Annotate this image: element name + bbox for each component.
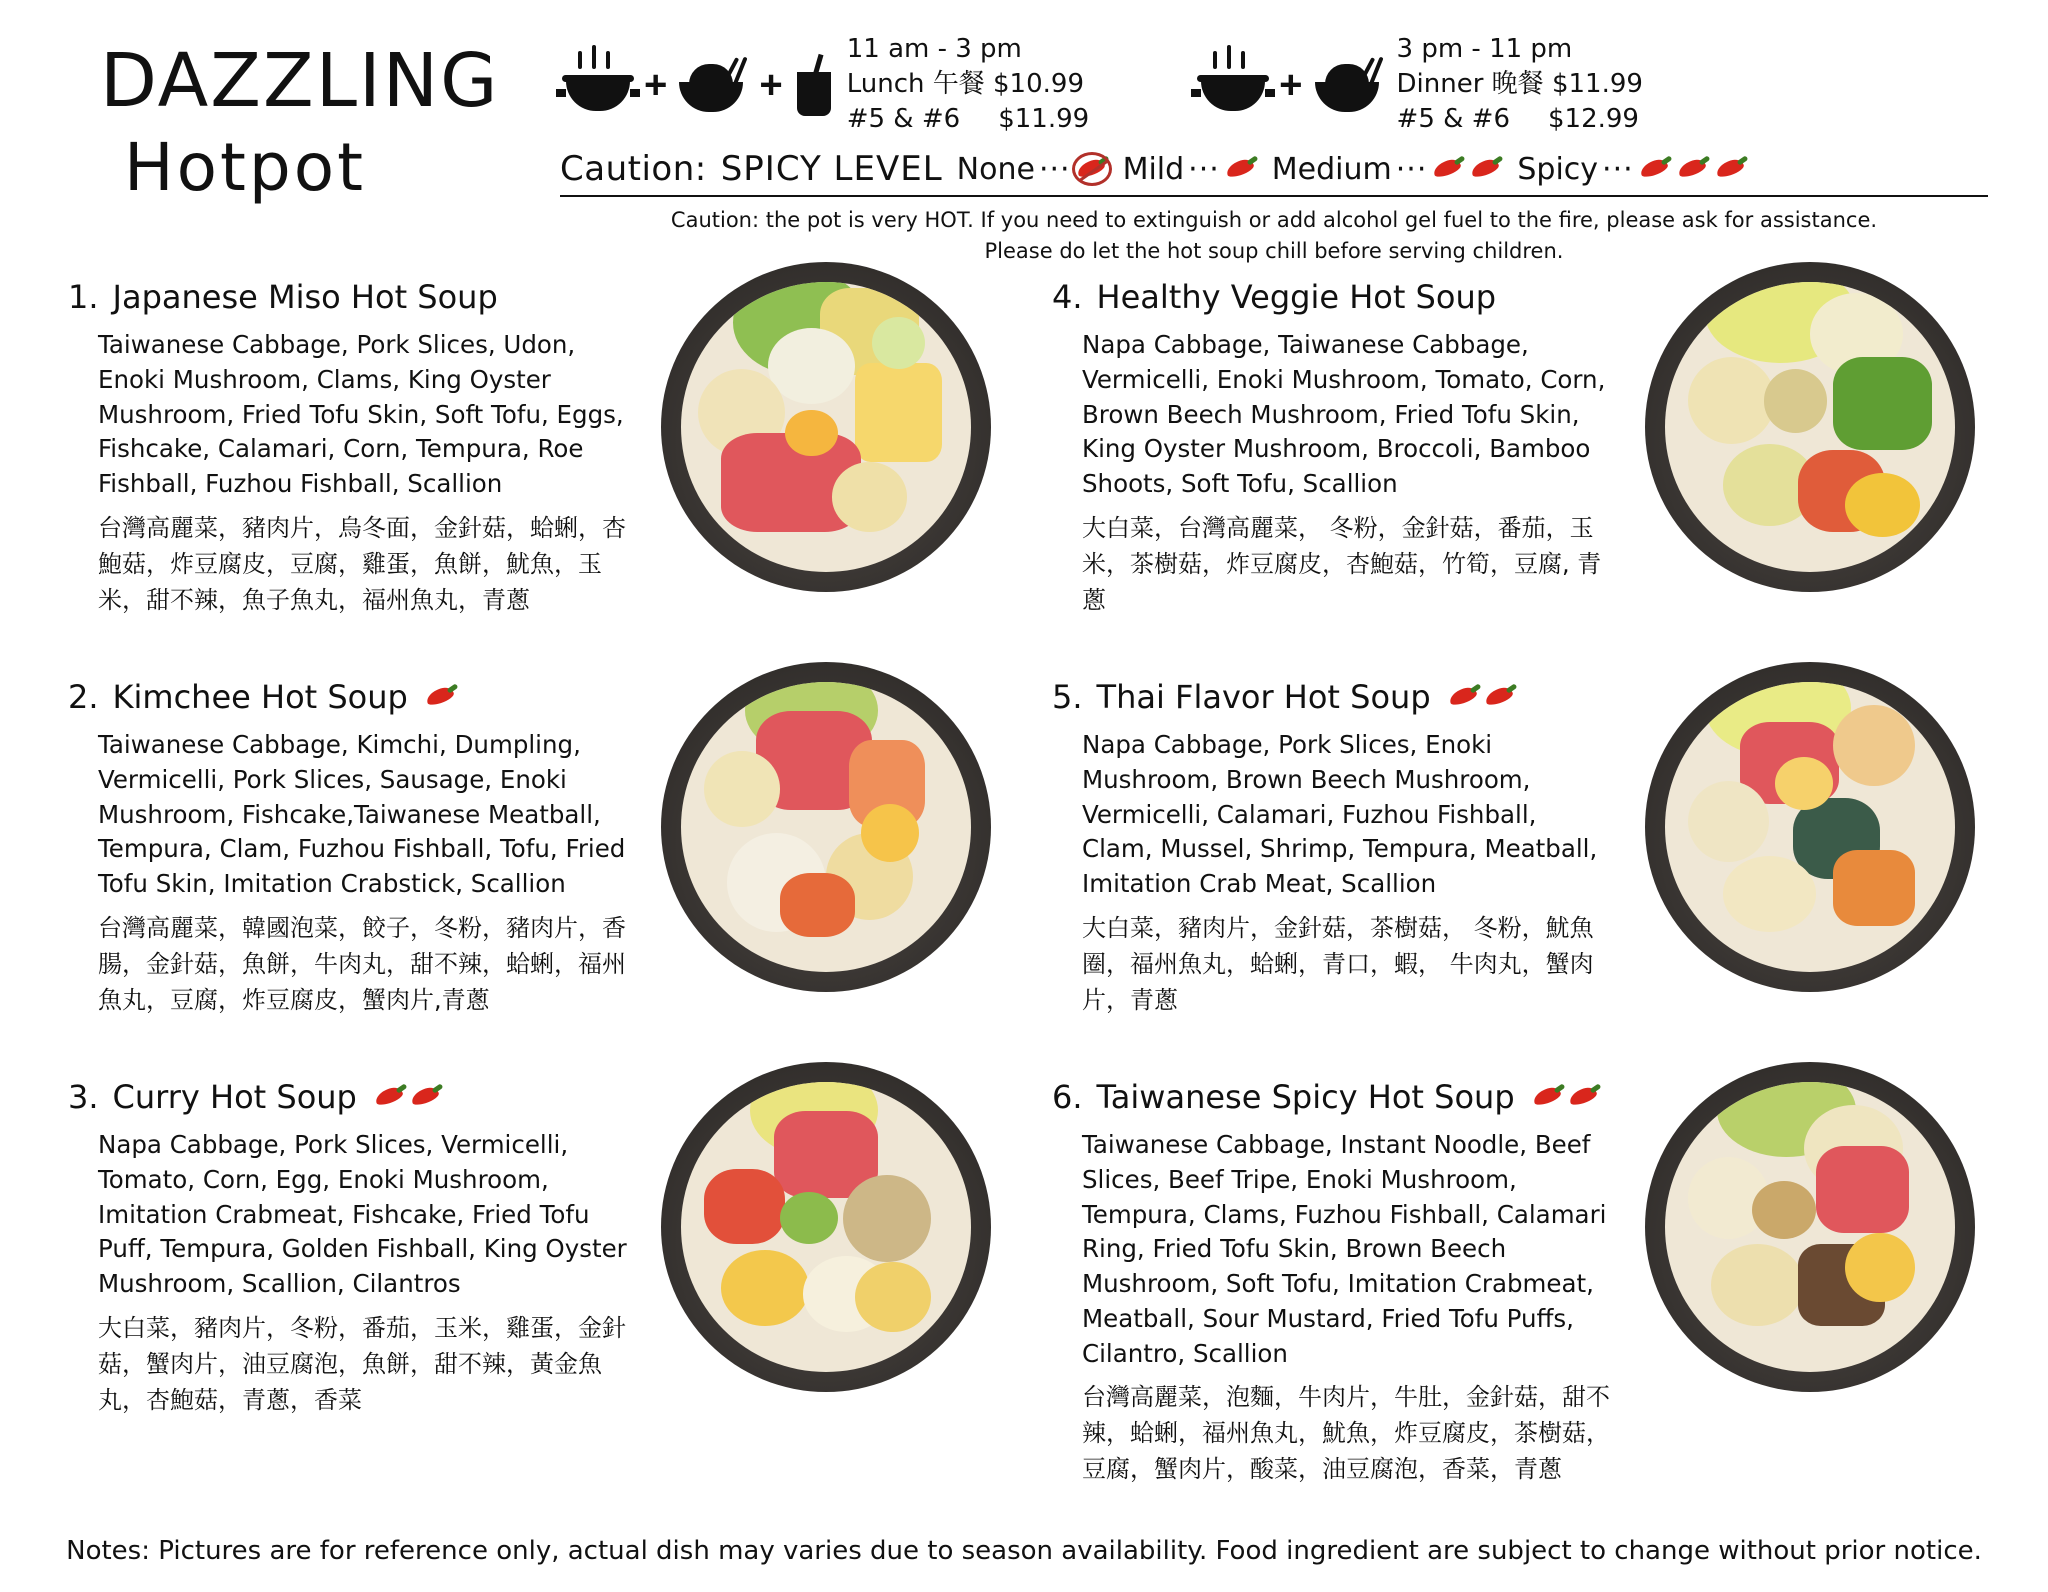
menu-item-photo	[628, 656, 1024, 992]
ingredients-english: Napa Cabbage, Taiwanese Cabbage, Vermicelli, Enoki Mushroom, Tomato, Corn, Brown Beech Mushroom, Fried Tofu Skin, King Oyster Mushroom, Broccoli, Bamboo Shoots, Soft Tofu, Scallion	[1082, 330, 1606, 499]
page-header	[0, 0, 2048, 263]
drink-cup-icon	[791, 54, 837, 116]
menu-item-photo	[628, 256, 1024, 592]
menu-item-text	[68, 256, 628, 618]
hotpot-icon	[1195, 55, 1271, 115]
spicy-level-mild	[1123, 152, 1258, 187]
pepper-icon	[1224, 158, 1258, 180]
menu-item	[1024, 656, 2008, 1056]
level-name: Medium	[1271, 151, 1392, 187]
menu-item-name: Kimchee Hot Soup	[112, 678, 408, 716]
pepper-icon	[373, 1086, 407, 1108]
ingredients-chinese: 大白菜，台灣高麗菜， 冬粉，金針菇，番茄，玉米，茶樹菇，炸豆腐皮，杏鮑菇，竹筍，豆腐, 青蔥	[1082, 513, 1602, 614]
brand-name-text: DAZZLING	[100, 38, 500, 124]
menu-item-title	[1052, 678, 1612, 716]
hotpot-photo-1	[661, 262, 991, 592]
menu-item-name: Curry Hot Soup	[112, 1078, 357, 1116]
level-dots: ···	[1188, 151, 1220, 187]
hotpot-photo-2	[661, 662, 991, 992]
hotpot-photo-5	[1645, 662, 1975, 992]
pepper-icon	[1469, 158, 1503, 180]
ingredients-english: Napa Cabbage, Pork Slices, Enoki Mushroom, Brown Beech Mushroom, Vermicelli, Calamari, Fuzhou Fishball, Clam, Mussel, Shrimp, Tempura, Meatball, Imitation Crab Meat, Scallion	[1082, 730, 1598, 899]
ingredients-chinese: 台灣高麗菜，泡麵，牛肉片，牛肚，金針菇，甜不辣，蛤蜊，福州魚丸，魷魚，炸豆腐皮，茶樹菇，豆腐，蟹肉片，酸菜，油豆腐泡，香菜，青蔥	[1082, 1383, 1610, 1484]
pepper-icon	[409, 1086, 443, 1108]
level-name: None	[956, 151, 1035, 187]
menu-item	[1024, 1056, 2008, 1484]
menu-item	[40, 1056, 1024, 1456]
menu-item-number: 2.	[68, 678, 99, 716]
dinner-combo	[1195, 32, 1643, 137]
level-dots: ···	[1038, 151, 1071, 187]
divider	[560, 195, 1988, 197]
rice-bowl-icon	[675, 56, 751, 114]
menu-item-photo	[1612, 256, 2008, 592]
caution-note-line2: Please do let the hot soup chill before serving children.	[984, 238, 1564, 263]
lunch-combo-icons	[560, 54, 837, 116]
plus-icon: +	[644, 62, 668, 107]
rice-bowl-icon	[1311, 56, 1387, 114]
level-dots: ···	[1602, 151, 1634, 187]
brand-name-line2: Hotpot	[124, 129, 367, 206]
spicy-level-label: SPICY LEVEL	[720, 149, 943, 190]
menu-item-text	[1052, 1056, 1612, 1487]
dinner-hours: 3 pm - 11 pm	[1396, 34, 1573, 64]
pepper-icon	[1483, 686, 1517, 708]
spice-indicator	[1447, 686, 1517, 708]
spice-indicator	[424, 686, 458, 708]
spice-indicator	[373, 1086, 443, 1108]
pepper-icon	[1431, 158, 1465, 180]
lunch-price: Lunch 午餐 $10.99	[846, 69, 1084, 100]
ingredients-chinese: 大白菜，豬肉片，金針菇，茶樹菇， 冬粉，魷魚圈，福州魚丸，蛤蜊，青口，蝦， 牛肉丸，蟹肉片，青蔥	[1082, 913, 1594, 1014]
level-name: Mild	[1122, 151, 1185, 187]
pepper-icon	[1714, 158, 1748, 180]
menu-item	[40, 656, 1024, 1056]
combo-pricing	[560, 32, 1988, 137]
menu-item-title	[68, 278, 628, 316]
pepper-icon	[424, 686, 458, 708]
ingredients-english: Napa Cabbage, Pork Slices, Vermicelli, Tomato, Corn, Egg, Enoki Mushroom, Imitation Crabmeat, Fishcake, Fried Tofu Puff, Tempura, Golden Fishball, King Oyster Mushroom, Scallion, Cilantros	[98, 1130, 627, 1299]
menu-item-number: 1.	[68, 278, 99, 316]
menu-item-photo	[1612, 656, 2008, 992]
caution-label: Caution:	[560, 149, 707, 190]
ingredients-chinese: 大白菜，豬肉片，冬粉，番茄，玉米，雞蛋，金針菇，蟹肉片，油豆腐泡，魚餅，甜不辣，黃金魚丸，杏鮑菇，青蔥，香菜	[98, 1313, 626, 1414]
lunch-combo	[560, 32, 1089, 137]
menu-item-photo	[1612, 1056, 2008, 1392]
pepper-icon	[1638, 158, 1672, 180]
hotpot-icon	[560, 55, 636, 115]
spicy-level-spicy	[1517, 152, 1747, 187]
menu-item-title	[68, 1078, 628, 1116]
menu-item	[1024, 256, 2008, 656]
spicy-level-medium	[1272, 152, 1504, 187]
brand-logo	[60, 24, 560, 205]
hotpot-photo-6	[1645, 1062, 1975, 1392]
lunch-hours: 11 am - 3 pm	[846, 34, 1022, 64]
pepper-icon	[1676, 158, 1710, 180]
menu-item-title	[1052, 278, 1612, 316]
dinner-extra-label: #5 & #6	[1396, 104, 1510, 135]
spice-indicator	[1531, 1086, 1601, 1108]
menu-item-number: 4.	[1052, 278, 1083, 316]
dinner-combo-icons	[1195, 55, 1386, 115]
menu-item-number: 5.	[1052, 678, 1083, 716]
menu-item-name: Taiwanese Spicy Hot Soup	[1096, 1078, 1515, 1116]
hotpot-photo-4	[1645, 262, 1975, 592]
menu-item-text	[1052, 656, 1612, 1018]
menu-item-number: 6.	[1052, 1078, 1083, 1116]
menu-item	[40, 256, 1024, 656]
dinner-extra-price: $12.99	[1548, 104, 1639, 135]
hotpot-photo-3	[661, 1062, 991, 1392]
header-info	[560, 24, 1988, 266]
pepper-icon	[1531, 1086, 1565, 1108]
ingredients-chinese: 台灣高麗菜，豬肉片，烏冬面，金針菇，蛤蜊，杏鮑菇，炸豆腐皮，豆腐，雞蛋，魚餅，魷魚，玉米，甜不辣，魚子魚丸，福州魚丸，青蔥	[98, 513, 626, 614]
pepper-icon	[1567, 1086, 1601, 1108]
menu-item-name: Japanese Miso Hot Soup	[112, 278, 498, 316]
menu-item-text	[1052, 256, 1612, 618]
dinner-combo-text	[1397, 32, 1643, 137]
lunch-extra-label: #5 & #6	[846, 104, 961, 135]
menu-item-photo	[628, 1056, 1024, 1392]
pepper-icon	[1447, 686, 1481, 708]
spoon-icon	[336, 18, 352, 62]
lunch-extra-price: $11.99	[998, 104, 1090, 135]
spicy-level-none	[957, 152, 1109, 187]
spicy-level-legend	[560, 149, 1988, 189]
dinner-price: Dinner 晚餐 $11.99	[1396, 69, 1643, 100]
menu-item-name: Healthy Veggie Hot Soup	[1096, 278, 1497, 316]
ingredients-english: Taiwanese Cabbage, Instant Noodle, Beef Slices, Beef Tripe, Enoki Mushroom, Tempura, Clams, Fuzhou Fishball, Calamari Ring, Fried Tofu Skin, Brown Beech Mushroom, Soft Tofu, Imitation Crabmeat, Meatball, Sour Mustard, Fried Tofu Puffs, Cilantro, Scallion	[1082, 1130, 1607, 1368]
caution-note-line1: Caution: the pot is very HOT. If you need to extinguish or add alcohol gel fuel to the fire, please ask for assistance.	[670, 208, 1878, 233]
menu-item-name: Thai Flavor Hot Soup	[1096, 678, 1431, 716]
menu-item-text	[68, 1056, 628, 1418]
ingredients-english: Taiwanese Cabbage, Pork Slices, Udon, Enoki Mushroom, Clams, King Oyster Mushroom, Fried Tofu Skin, Soft Tofu, Eggs, Fishcake, Calamari, Corn, Tempura, Roe Fishball, Fuzhou Fishball, Scallion	[98, 330, 624, 499]
menu-item-text	[68, 656, 628, 1018]
lunch-combo-text	[847, 32, 1089, 137]
menu-item-number: 3.	[68, 1078, 99, 1116]
plus-icon: +	[759, 62, 783, 107]
ingredients-chinese: 台灣高麗菜，韓國泡菜，餃子，冬粉，豬肉片，香腸，金針菇，魚餅，牛肉丸，甜不辣，蛤蜊，福州魚丸，豆腐，炸豆腐皮，蟹肉片,青蔥	[98, 913, 626, 1014]
level-name: Spicy	[1517, 151, 1599, 187]
brand-name-line1	[100, 38, 560, 124]
menu-item-title	[68, 678, 628, 716]
pepper-icon-crossed	[1075, 158, 1109, 180]
ingredients-english: Taiwanese Cabbage, Kimchi, Dumpling, Vermicelli, Pork Slices, Sausage, Enoki Mushroom, Fishcake,Taiwanese Meatball, Tempura, Clam, Fuzhou Fishball, Tofu, Fried Tofu Skin, Imitation Crabstick, Scallion	[98, 730, 626, 899]
menu-item-title	[1052, 1078, 1612, 1116]
plus-icon: +	[1279, 62, 1303, 107]
level-dots: ···	[1395, 151, 1428, 187]
footer-notes: Notes: Pictures are for reference only, actual dish may varies due to season availability. Food ingredient are subject to change without prior notice.	[66, 1536, 1982, 1566]
menu-grid	[0, 250, 2048, 1484]
